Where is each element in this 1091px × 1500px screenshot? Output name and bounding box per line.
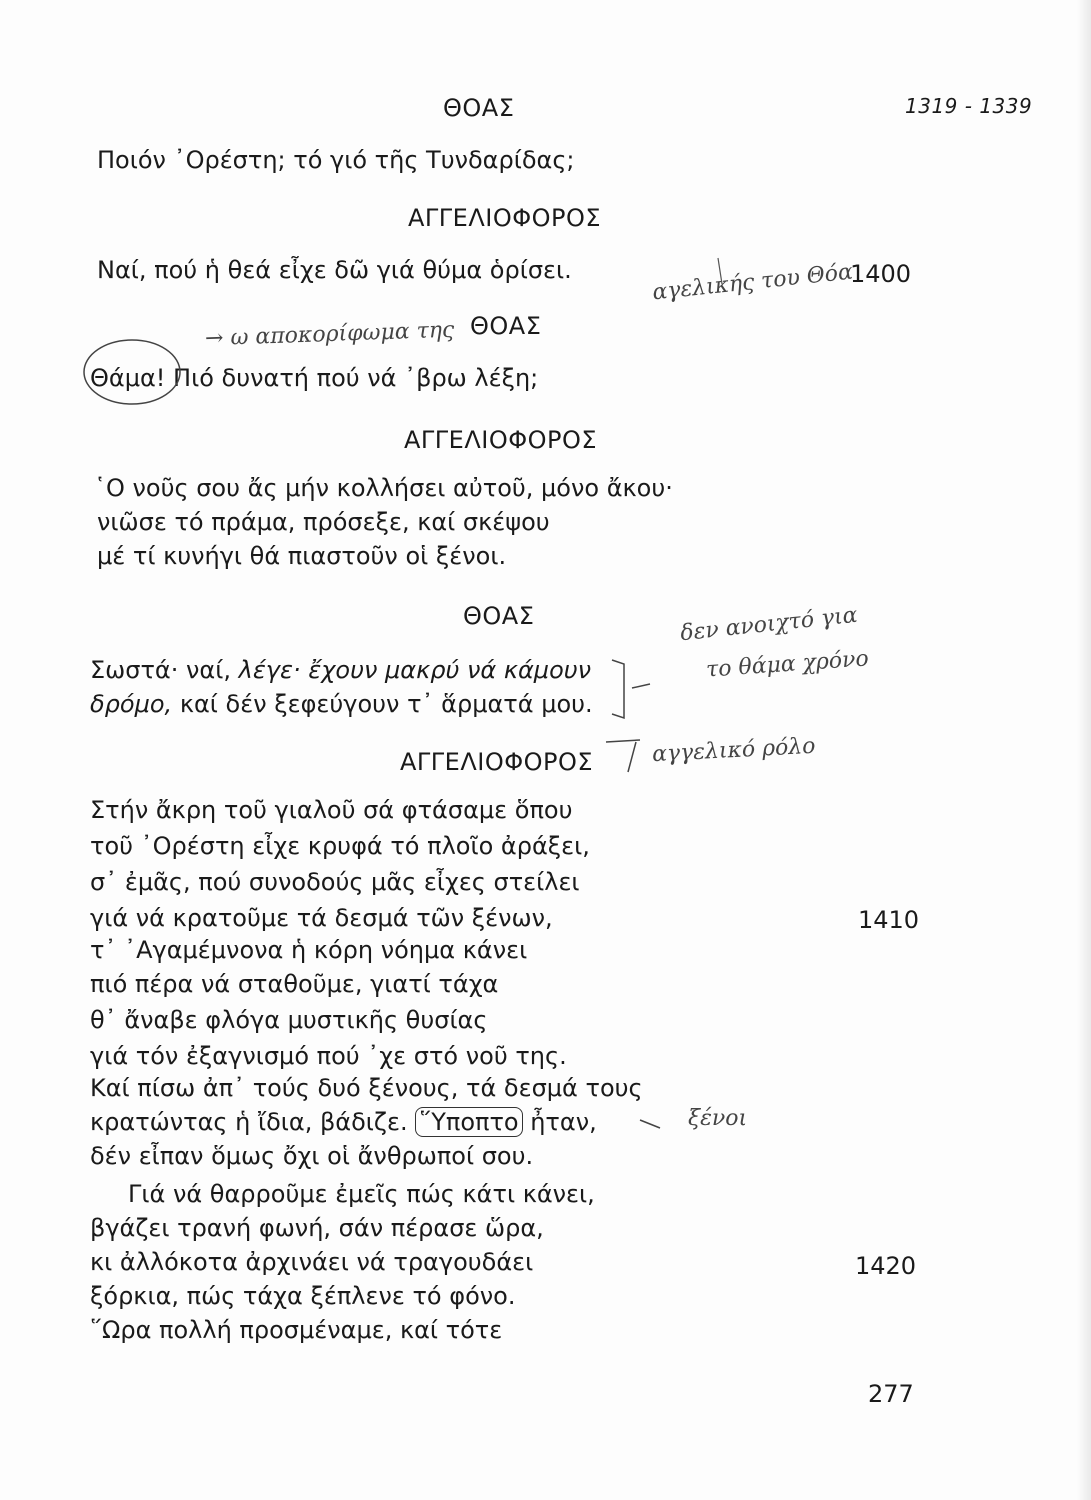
verse-line: νιῶσε τό πράμα, πρόσεξε, καί σκέψου: [97, 508, 550, 536]
verse-line: τ᾿ ᾿Αγαμέμνονα ἡ κόρη νόημα κάνει: [90, 936, 528, 964]
speaker-messenger: ΑΓΓΕΛΙΟΦΟΡΟΣ: [404, 426, 598, 454]
handwritten-note: αγγελικό ρόλο: [651, 733, 817, 768]
verse-line: τοῦ ᾿Ορέστη εἶχε κρυφά τό πλοῖο ἀράξει,: [90, 832, 590, 860]
verse-line: Γιά νά θαρροῦμε ἐμεῖς πώς κάτι κάνει,: [128, 1180, 595, 1208]
verse-line: Στήν ἄκρη τοῦ γιαλοῦ σά φτάσαμε ὅπου: [90, 796, 573, 824]
verse-text: Σωστά· ναί,: [90, 656, 239, 684]
arrow-mark: [640, 1120, 660, 1128]
verse-line: κι ἀλλόκοτα ἀρχινάει νά τραγουδάει: [90, 1248, 534, 1276]
bracket-mark: [606, 740, 640, 772]
verse-line: [90, 656, 591, 684]
line-number: 1420: [855, 1252, 917, 1280]
line-range-header: 1319 - 1339: [905, 94, 1033, 118]
verse-line: [90, 364, 538, 392]
line-number: 1410: [858, 906, 920, 934]
page-edge-shadow: [1077, 0, 1091, 1500]
verse-word-thama: Θάμα!: [90, 364, 166, 392]
line-number: 1400: [850, 260, 912, 288]
verse-text-italic: λέγε· ἔχουν μακρύ νά κάμουν: [238, 656, 592, 684]
page-number: 277: [868, 1380, 914, 1408]
verse-text: κρατώντας ἡ ἴδια, βάδιζε.: [90, 1108, 416, 1136]
speaker-thoas: ΘΟΑΣ: [463, 602, 535, 630]
verse-line: μέ τί κυνήγι θά πιαστοῦν οἱ ξένοι.: [97, 542, 507, 570]
verse-text: καί δέν ξεφεύγουν τ᾿ ἅρματά μου.: [172, 690, 593, 718]
verse-line: ῞Ωρα πολλή προσμέναμε, καί τότε: [90, 1316, 503, 1344]
circled-word: ῞Υποπτο: [415, 1107, 522, 1137]
verse-line: βγάζει τρανή φωνή, σάν πέρασε ὥρα,: [90, 1214, 544, 1242]
dash-mark: [632, 684, 650, 688]
verse-line: ξόρκια, πώς τάχα ξέπλενε τό φόνο.: [90, 1282, 516, 1310]
bracket-mark: [612, 660, 624, 718]
verse-line: [90, 690, 593, 718]
verse-line: δέν εἶπαν ὅμως ὄχι οἱ ἄνθρωποί σου.: [90, 1142, 534, 1170]
verse-line: θ᾿ ἄναβε φλόγα μυστικῆς θυσίας: [90, 1006, 488, 1034]
verse-line: ῾Ο νοῦς σου ἄς μήν κολλήσει αὐτοῦ, μόνο ἄκου·: [94, 474, 673, 502]
speaker-thoas: ΘΟΑΣ: [443, 94, 515, 122]
handwritten-note: δεν ανοιχτό για: [679, 602, 859, 647]
verse-text-italic: δρόμο,: [90, 690, 173, 718]
verse-line: Ναί, πού ἡ θεά εἶχε δῶ γιά θύμα ὁρίσει.: [97, 256, 572, 284]
verse-line: [90, 1108, 597, 1136]
handwritten-note: αγελικής του Θόα: [651, 259, 854, 306]
speaker-messenger: ΑΓΓΕΛΙΟΦΟΡΟΣ: [400, 748, 594, 776]
speaker-messenger: ΑΓΓΕΛΙΟΦΟΡΟΣ: [408, 204, 602, 232]
verse-line: Καί πίσω ἀπ᾿ τούς δυό ξένους, τά δεσμά τους: [90, 1074, 643, 1102]
verse-text: Πιό δυνατή πού νά ᾿βρω λέξη;: [165, 364, 539, 392]
verse-line: πιό πέρα νά σταθοῦμε, γιατί τάχα: [90, 970, 499, 998]
verse-line: γιά νά κρατοῦμε τά δεσμά τῶν ξένων,: [90, 904, 553, 932]
handwritten-note: → ω αποκορίφωμα της: [204, 317, 455, 352]
verse-line: Ποιόν ᾿Ορέστη; τό γιό τῆς Τυνδαρίδας;: [97, 146, 575, 174]
handwritten-note: ξένοι: [688, 1106, 748, 1131]
verse-text: ἦταν,: [522, 1108, 597, 1136]
speaker-thoas: ΘΟΑΣ: [470, 312, 542, 340]
verse-line: γιά τόν ἐξαγνισμό πού ᾿χε στό νοῦ της.: [90, 1042, 567, 1070]
handwritten-note: το θάμα χρόνο: [705, 646, 870, 683]
verse-line: σ᾿ ἐμᾶς, πού συνοδούς μᾶς εἶχες στείλει: [90, 868, 580, 896]
